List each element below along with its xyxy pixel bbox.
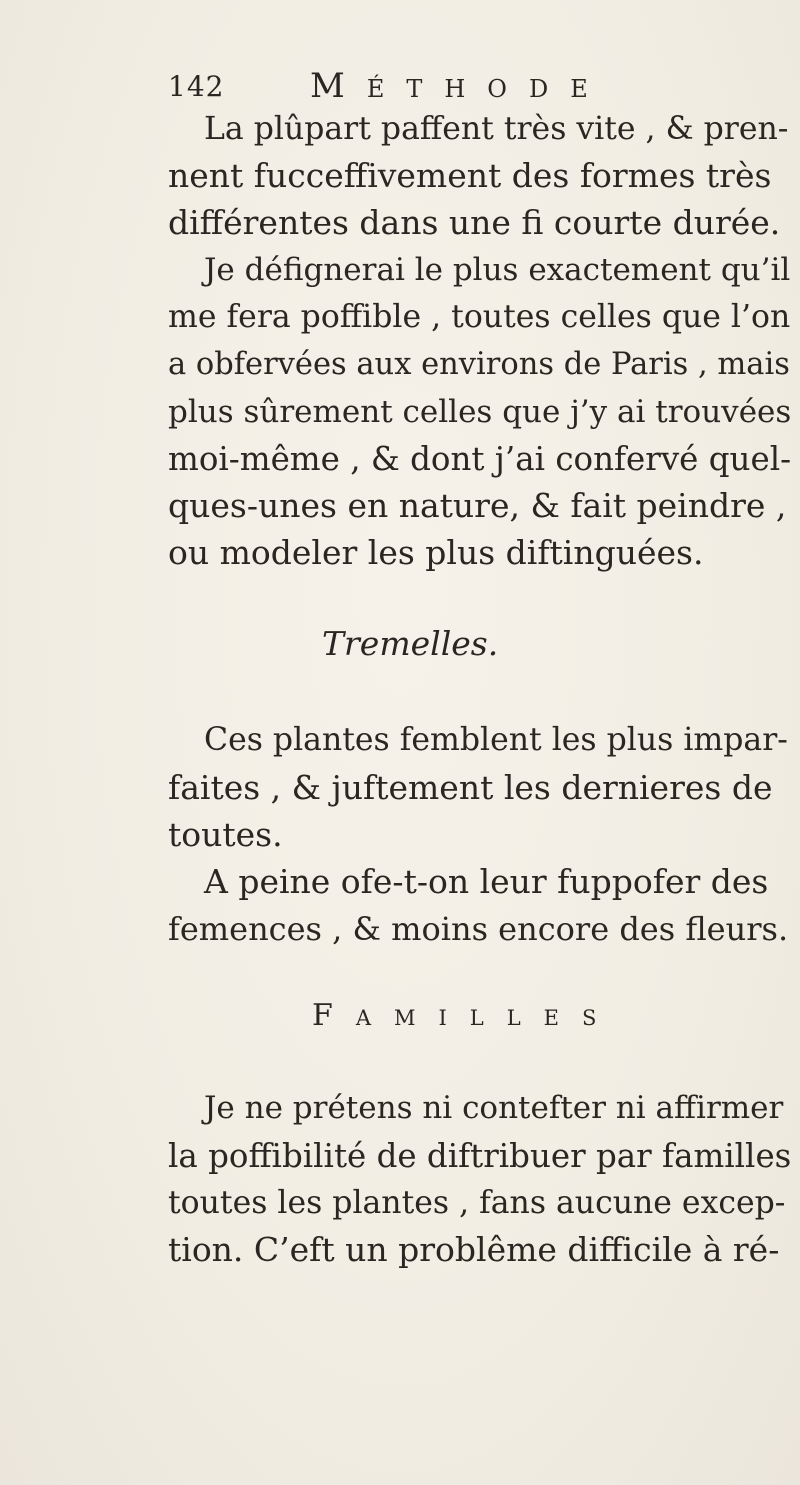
- text-line: faites , & juftement les dernieres de: [168, 768, 773, 807]
- text-line: Ces plantes femblent les plus impar-: [204, 722, 788, 758]
- text-line: toutes.: [168, 815, 283, 854]
- text-line: moi-même , & dont j’ai confervé quel-: [168, 440, 792, 478]
- text-line: toutes les plantes , fans aucune excep-: [168, 1185, 786, 1221]
- subheading-tremelles: Tremelles.: [322, 624, 499, 663]
- running-title: Méthode: [310, 66, 610, 106]
- text-line: tion. C’eft un problême difficile à ré-: [168, 1230, 780, 1269]
- text-line: nent fucceffivement des formes très: [168, 156, 772, 195]
- page-number: 142: [168, 70, 225, 103]
- text-line: ques-unes en nature, & fait peindre ,: [168, 486, 787, 525]
- text-line: A peine ofe-t-on leur fuppofer des: [204, 862, 769, 901]
- text-line: différentes dans une fi courte durée.: [168, 203, 781, 242]
- text-line: Je ne prétens ni contefter ni affirmer: [204, 1090, 784, 1126]
- text-line: femences , & moins encore des fleurs.: [168, 910, 789, 948]
- text-line: Je défignerai le plus exactement qu’il: [204, 252, 791, 288]
- text-line: me fera poffible , toutes celles que l’on: [168, 299, 791, 335]
- text-line: la poffibilité de diftribuer par familles: [168, 1137, 792, 1175]
- text-line: La plûpart paffent très vite , & pren-: [204, 111, 789, 147]
- subheading-familles: Familles: [312, 998, 620, 1033]
- text-line: plus sûrement celles que j’y ai trouvées: [168, 394, 792, 430]
- text-line: a obfervées aux environs de Paris , mais: [168, 347, 790, 382]
- text-line: ou modeler les plus diftinguées.: [168, 533, 704, 572]
- page-header: [168, 66, 668, 106]
